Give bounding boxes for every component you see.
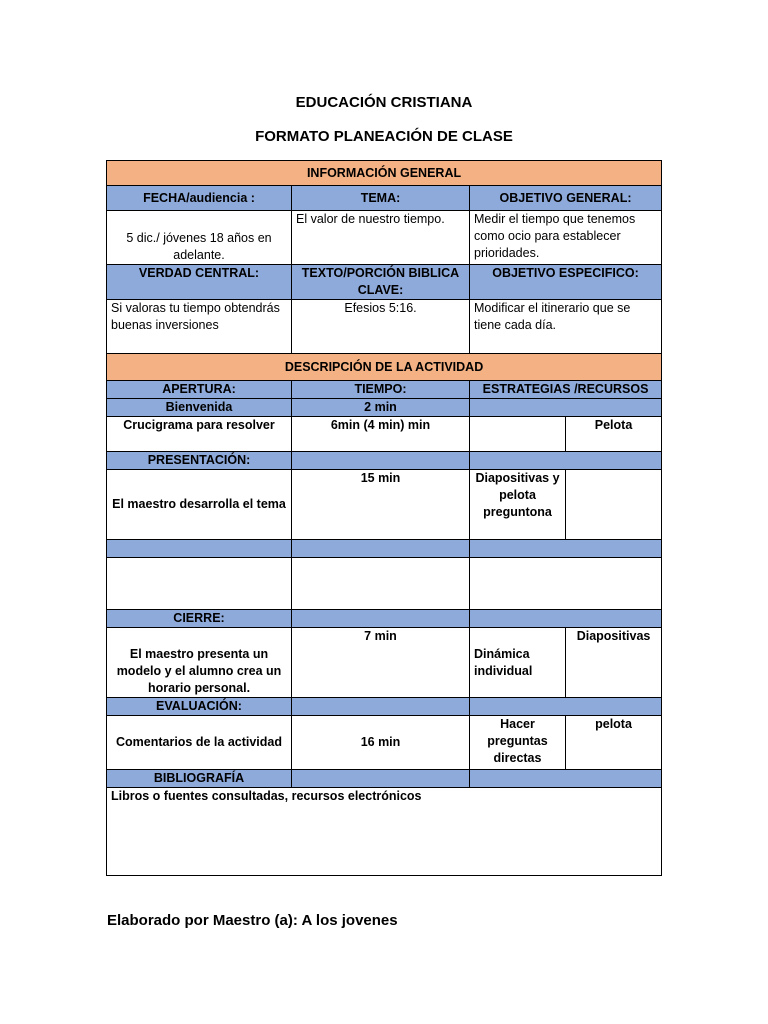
presentacion-recurso (566, 470, 662, 540)
blank-cell-b (292, 558, 470, 610)
bibliografia-label: BIBLIOGRAFÍA (107, 770, 292, 788)
document-subtitle: FORMATO PLANEACIÓN DE CLASE (255, 128, 513, 145)
objetivo-especifico-label: OBJETIVO ESPECIFICO: (470, 265, 662, 300)
blank-row-a (107, 540, 292, 558)
fecha-label: FECHA/audiencia : (107, 186, 292, 211)
presentacion-label: PRESENTACIÓN: (107, 452, 292, 470)
apertura-label: APERTURA: (107, 381, 292, 399)
lesson-plan-table (106, 160, 662, 876)
evaluacion-estrategia: Hacer preguntas directas (470, 716, 566, 770)
blank-row-b (292, 540, 470, 558)
verdad-central-label: VERDAD CENTRAL: (107, 265, 292, 300)
evaluacion-recurso: pelota (566, 716, 662, 770)
objetivo-general-label: OBJETIVO GENERAL: (470, 186, 662, 211)
crucigrama-desc: Crucigrama para resolver (107, 417, 292, 452)
presentacion-tiempo: 15 min (292, 470, 470, 540)
bienvenida-label: Bienvenida (107, 399, 292, 417)
objetivo-general-value: Medir el tiempo que tenemos como ocio para establecer prioridades. (470, 211, 662, 265)
bibliografia-value: Libros o fuentes consultadas, recursos electrónicos (107, 788, 662, 876)
bienvenida-tiempo: 2 min (292, 399, 470, 417)
blank-row-c (470, 540, 662, 558)
elaborado-por: Elaborado por Maestro (a): A los jovenes (107, 912, 398, 929)
texto-biblico-value: Efesios 5:16. (292, 300, 470, 354)
tema-label: TEMA: (292, 186, 470, 211)
section-header-general: INFORMACIÓN GENERAL (107, 161, 662, 186)
crucigrama-estrategia (470, 417, 566, 452)
presentacion-desc: El maestro desarrolla el tema (107, 470, 292, 540)
presentacion-tiempo-header (292, 452, 470, 470)
cierre-desc: El maestro presenta un modelo y el alumno crea un horario personal. (107, 628, 292, 698)
bibliografia-blank-c (470, 770, 662, 788)
evaluacion-desc: Comentarios de la actividad (107, 716, 292, 770)
cierre-tiempo-header (292, 610, 470, 628)
document-title: EDUCACIÓN CRISTIANA (295, 94, 473, 111)
fecha-value: 5 dic./ jóvenes 18 años en adelante. (107, 211, 292, 265)
verdad-central-value: Si valoras tu tiempo obtendrás buenas inversiones (107, 300, 292, 354)
evaluacion-label: EVALUACIÓN: (107, 698, 292, 716)
evaluacion-estrategia-header (470, 698, 662, 716)
texto-biblico-label: TEXTO/PORCIÓN BIBLICA CLAVE: (292, 265, 470, 300)
evaluacion-tiempo: 16 min (292, 716, 470, 770)
presentacion-estrategia: Diapositivas y pelota preguntona (470, 470, 566, 540)
presentacion-estrategia-header (470, 452, 662, 470)
tiempo-label: TIEMPO: (292, 381, 470, 399)
section-header-actividad: DESCRIPCIÓN DE LA ACTIVIDAD (107, 354, 662, 381)
cierre-tiempo: 7 min (292, 628, 470, 698)
cierre-label: CIERRE: (107, 610, 292, 628)
objetivo-especifico-value: Modificar el itinerario que se tiene cada día. (470, 300, 662, 354)
estrategias-label: ESTRATEGIAS /RECURSOS (470, 381, 662, 399)
crucigrama-recurso: Pelota (566, 417, 662, 452)
cierre-estrategia: Dinámica individual (470, 628, 566, 698)
evaluacion-tiempo-header (292, 698, 470, 716)
blank-cell-a (107, 558, 292, 610)
cierre-estrategia-header (470, 610, 662, 628)
blank-cell-c (470, 558, 662, 610)
bibliografia-blank-b (292, 770, 470, 788)
crucigrama-tiempo: 6min (4 min) min (292, 417, 470, 452)
bienvenida-estrategia (470, 399, 662, 417)
tema-value: El valor de nuestro tiempo. (292, 211, 470, 265)
cierre-recurso: Diapositivas (566, 628, 662, 698)
